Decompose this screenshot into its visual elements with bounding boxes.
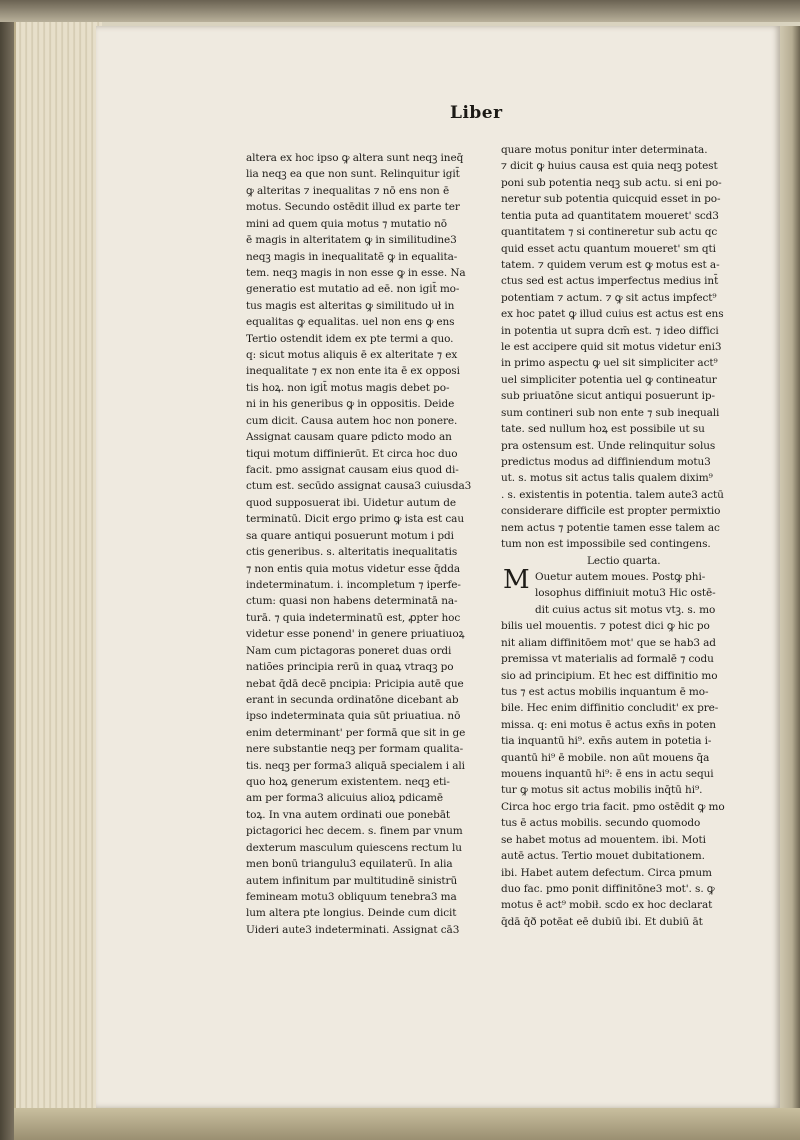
text-line: tur ꝙ motus sit actus mobilis inq̄tū hi⁹. <box>501 784 703 797</box>
text-line: nem actus ⁊ potentie tamen esse talem ac <box>501 521 720 534</box>
text-line: Uideri aute3 indeterminati. Assignat cā3 <box>246 923 460 936</box>
text-line: autē actus. Tertio mouet dubitationem. <box>501 850 705 863</box>
text-line: erant in secunda ordinatōne dicebant ab <box>246 693 459 706</box>
text-line: quare motus ponitur inter determinata. <box>501 144 708 156</box>
text-line: tus magis est alteritas ꝙ similitudo uł in <box>246 299 455 312</box>
running-head: Liber <box>450 103 503 123</box>
text-line: se habet motus ad mouentem. ibi. Moti <box>501 833 706 846</box>
text-line: quod supposuerat ibi. Uidetur autum de <box>246 496 457 509</box>
text-line: indeterminatum. i. incompletum ⁊ iperfe- <box>246 578 461 591</box>
text-line: ⁊ non entis quia motus videtur esse q̄dda <box>246 562 460 575</box>
text-line: sub priuatōne sicut antiqui posuerunt ip- <box>501 390 715 403</box>
text-line: poni sub potentia neqꝫ sub actu. si eni po- <box>501 176 722 189</box>
right-column <box>501 142 733 930</box>
text-line: tate. sed nullum hoꝝ est possibile ut su <box>501 423 705 436</box>
text-line: tis hoꝝ. non igit̄ motus magis debet po- <box>246 381 450 394</box>
text-line: potentiam ⁊ actum. ⁊ ꝙ sit actus impfect⁹ <box>501 291 717 304</box>
text-line: quantitatem ⁊ si contineretur sub actu qc <box>501 226 718 239</box>
text-line: nit aliam diffinitōem mot' que se hab3 ad <box>501 636 716 649</box>
text-line: turā. ⁊ quia indeterminatū est, ꝓpter hoc <box>246 611 461 624</box>
text-line: pictagorici hec decem. s. finem par vnum <box>246 825 463 838</box>
text-line: bilis uel mouentis. ⁊ potest dici ꝙ hic po <box>501 620 710 633</box>
binding-shadow <box>0 0 14 1140</box>
text-line: mouens inquantū hi⁹: ē ens in actu sequi <box>501 768 714 781</box>
text-line: generatio est mutatio ad eē. non igit̄ mo- <box>246 283 460 296</box>
text-line: q: sicut motus aliquis ē ex alteritate ⁊ ex <box>246 349 458 362</box>
text-line: men bonū triangulu3 equilaterū. In alia <box>246 858 453 871</box>
text-line: ni in his generibus ꝙ in oppositis. Deide <box>246 398 455 411</box>
text-line: terminatū. Dicit ergo primo ꝙ ista est cau <box>246 513 464 526</box>
text-line: mini ad quem quia motus ⁊ mutatio nō <box>246 217 447 230</box>
text-line: femineam motu3 obliquum tenebra3 ma <box>246 890 457 903</box>
text-line: ex hoc patet ꝙ illud cuius est actus est ens <box>501 308 724 321</box>
text-line: losophus diffiniuit motu3 Hic ostē- <box>535 587 716 600</box>
text-line: facit. pmo assignat causam eius quod di- <box>246 464 459 477</box>
text-line: equalitas ꝙ equalitas. uel non ens ꝙ ens <box>246 316 455 329</box>
page-edges <box>14 22 102 1122</box>
text-line: ctis generibus. s. alteritatis inequalitatis <box>246 546 458 559</box>
text-line: ē magis in alteritatem ꝙ in similitudine3 <box>246 234 457 247</box>
text-line: motus. Secundo ostēdit illud ex parte ter <box>246 201 460 214</box>
text-line: uel simpliciter potentia uel ꝙ contineatur <box>501 373 717 386</box>
text-line: lia neqꝫ ea que non sunt. Relinquitur igit̄ <box>246 168 460 181</box>
text-line: autem infinitum par multitudinē sinistrū <box>246 874 458 887</box>
text-line: ⁊ dicit ꝙ huius causa est quia neqꝫ potest <box>501 160 718 173</box>
text-line: tis. neqꝫ per forma3 aliquā specialem i ali <box>246 759 465 772</box>
text-line: Ouetur autem moues. Postꝙ phi- <box>535 570 706 583</box>
right-page-edge <box>780 26 800 1116</box>
text-line: missa. q: eni motus ē actus exn̄s in poten <box>501 718 716 731</box>
text-line: le est accipere quid sit motus videtur eni3 <box>501 341 722 354</box>
text-line: toꝝ. In vna autem ordinati oue ponebāt <box>246 808 450 821</box>
text-line: tum non est impossibile sed contingens. <box>501 538 711 551</box>
text-line: ctus sed est actus imperfectus medius int̄ <box>501 275 719 288</box>
text-line: ibi. Habet autem defectum. Circa pmum <box>501 866 712 879</box>
text-line: dit cuius actus sit motus vtꝫ. s. mo <box>535 603 716 616</box>
text-line: tus ⁊ est actus mobilis inquantum ē mo- <box>501 685 709 698</box>
text-line: altera ex hoc ipso ꝙ altera sunt neqꝫ ineq̄ <box>246 152 464 164</box>
text-line: tus ē actus mobilis. secundo quomodo <box>501 817 701 830</box>
text-line: Assignat causam quare pdicto modo an <box>246 431 452 444</box>
text-line: sum contineri sub non ente ⁊ sub inequali <box>501 406 720 419</box>
text-line: in primo aspectu ꝙ uel sit simpliciter act⁹ <box>501 357 718 370</box>
text-line: natiões principia rerū in quaꝝ vtraqꝫ po <box>246 661 454 674</box>
text-line: quid esset actu quantum moueret' sm qti <box>501 242 716 255</box>
text-line: neqꝫ magis in inequalitatē ꝙ in equalita- <box>246 250 458 263</box>
text-line: ut. s. motus sit actus talis qualem dixim⁹ <box>501 472 713 485</box>
text-line: lum altera pte longius. Deinde cum dicit <box>246 907 457 920</box>
text-line: motus ē act⁹ mobił. scdo ex hoc declarat <box>501 899 713 912</box>
text-line: pra ostensum est. Unde relinquitur solus <box>501 439 716 452</box>
text-line: tem. neqꝫ magis in non esse ꝙ in esse. Na <box>246 266 466 279</box>
text-line: videtur esse ponend' in genere priuatiuoꝝ <box>246 628 465 641</box>
text-line: predictus modus ad diffiniendum motu3 <box>501 456 711 469</box>
text-line: nere substantie neqꝫ per formam qualita- <box>246 743 464 756</box>
text-line: enim determinant' per formā que sit in ge <box>246 726 466 739</box>
text-line: ctum est. secūdo assignat causa3 cuiusda3 <box>246 480 472 493</box>
text-line: am per forma3 alicuius alioꝝ pdicamē <box>246 792 443 805</box>
text-line: Nam cum pictagoras poneret duas ordi <box>246 644 452 657</box>
text-line: Circa hoc ergo tria facit. pmo ostēdit ꝙ mo <box>501 800 725 813</box>
bottom-page-edge <box>14 1108 800 1140</box>
text-line: considerare difficile est propter permixtio <box>501 505 721 518</box>
text-line: premissa vt materialis ad formalē ⁊ codu <box>501 653 714 666</box>
text-line: bile. Hec enim diffinitio concludit' ex pre- <box>501 702 719 715</box>
text-line: Tertio ostendit idem ex pte termi a quo. <box>246 332 454 345</box>
text-line: tatem. ⁊ quidem verum est ꝙ motus est a- <box>501 258 720 271</box>
text-line: tentia puta ad quantitatem moueret' scd3 <box>501 209 719 222</box>
text-line: tiqui motum diffinierūt. Et circa hoc duo <box>246 447 458 460</box>
top-shadow <box>0 0 800 22</box>
section-heading: Lectio quarta. <box>587 554 661 567</box>
text-line: inequalitate ⁊ ex non ente ita ē ex opposi <box>246 365 460 378</box>
text-line: . s. existentis in potentia. talem aute3 actū <box>501 488 724 501</box>
text-line: quo hoꝝ generum existentem. neqꝫ eti- <box>246 776 450 789</box>
text-line: quantū hi⁹ ē mobile. non aūt mouens q̄a <box>501 751 710 764</box>
text-line: in potentia ut supra dcm̄ est. ⁊ ideo diffici <box>501 324 719 337</box>
text-line: q̄dā q̄ð potēat eē dubiū ibi. Et dubiū āt <box>501 915 703 928</box>
text-line: duo fac. pmo ponit diffinitōne3 mot'. s. ꝙ <box>501 882 715 895</box>
text-line: dexterum masculum quiescens rectum lu <box>246 841 462 854</box>
text-line: ꝙ alteritas ⁊ inequalitas ⁊ nō ens non ē <box>246 184 450 197</box>
text-line: neretur sub potentia quicquid esset in po- <box>501 193 721 206</box>
text-line: nebat q̄dā decē pncipia: Pricipia autē que <box>246 677 464 690</box>
left-column <box>246 150 478 938</box>
text-line: cum dicit. Causa autem hoc non ponere. <box>246 414 458 427</box>
text-line: tia inquantū hi⁹. exn̄s autem in potetia i- <box>501 735 712 748</box>
text-line: ipso indeterminata quia sūt priuatiua. nō <box>246 710 461 723</box>
text-line: sio ad principium. Et hec est diffinitio mo <box>501 669 718 682</box>
text-line: sa quare antiqui posuerunt motum i pdi <box>246 529 454 542</box>
text-line: ctum: quasi non habens determinatā na- <box>246 595 458 608</box>
initial-letter: M <box>503 565 530 595</box>
